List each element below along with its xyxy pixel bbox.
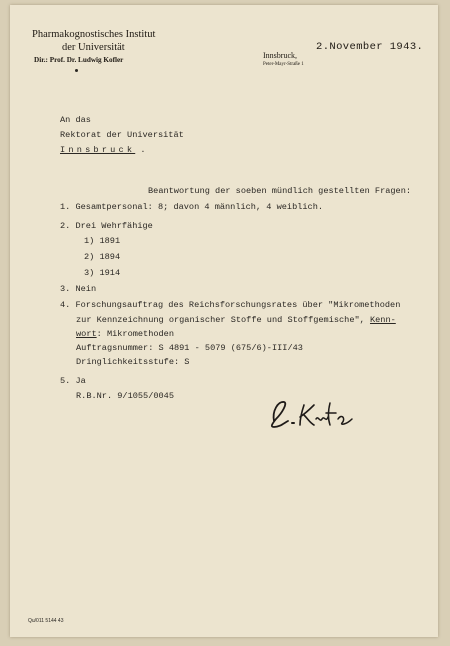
answer-4-line1: 4. Forschungsauftrag des Reichsforschungsrates über "Mikromethoden: [60, 300, 401, 310]
answer-2: 2. Drei Wehrfähige: [60, 221, 153, 231]
answer-2-sub-3: 3) 1914: [84, 268, 121, 278]
answer-4-line4: Auftragsnummer: S 4891 - 5079 (675/6)-III/43: [76, 343, 303, 353]
keyword-value: : Mikromethoden: [96, 329, 174, 339]
recipient-city-end: .: [140, 145, 146, 155]
keyword-label-part1: Kenn-: [369, 315, 396, 325]
letterhead-city: Innsbruck,: [263, 51, 297, 60]
ink-dot: [75, 69, 78, 72]
institute-name-line2: der Universität: [62, 42, 125, 53]
answer-4-line2: [76, 316, 396, 325]
institute-name-line1: Pharmakognostisches Institut: [32, 29, 156, 40]
answer-5: 5. Ja: [60, 376, 86, 386]
recipient-line1: An das: [60, 115, 91, 125]
answer-1: 1. Gesamtpersonal: 8; davon 4 männlich, 4 weiblich.: [60, 202, 324, 212]
director-line: Dir.: Prof. Dr. Ludwig Kofler: [34, 56, 124, 64]
handwritten-signature: [266, 397, 358, 431]
recipient-line2: Rektorat der Universität: [60, 130, 184, 140]
answer-2-sub-1: 1) 1891: [84, 236, 121, 246]
answer-4-line2-text: zur Kennzeichnung organischer Stoffe und Stoffgemische",: [76, 315, 365, 325]
recipient-city-line: [60, 146, 146, 155]
answer-4-line3: [76, 330, 174, 339]
letter-intro: Beantwortung der soeben mündlich gestellten Fragen:: [148, 186, 412, 196]
letter-date: 2.November 1943.: [316, 41, 424, 53]
letterhead-street: Peter-Mayr-Straße 1: [263, 62, 304, 67]
recipient-city: Innsbruck: [60, 145, 136, 155]
answer-4-line5: Dringlichkeitsstufe: S: [76, 357, 190, 367]
keyword-label-part2: wort: [76, 329, 97, 339]
form-code: Qu/011 5144 43: [28, 618, 64, 624]
answer-5-reference: R.B.Nr. 9/1055/0045: [76, 391, 174, 401]
letter-sheet: [10, 5, 438, 637]
answer-2-sub-2: 2) 1894: [84, 252, 121, 262]
answer-3: 3. Nein: [60, 284, 97, 294]
